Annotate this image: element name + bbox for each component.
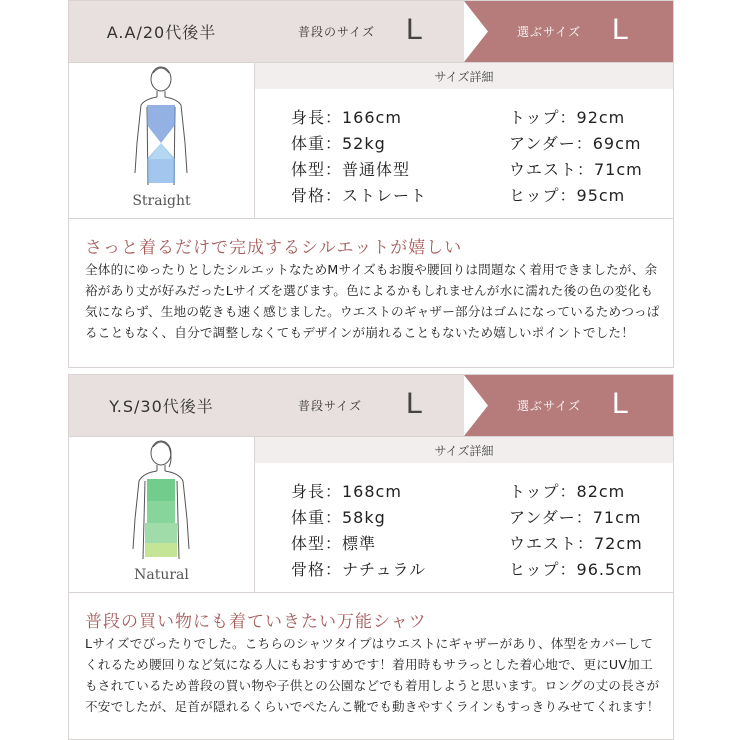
usual-size-value: L bbox=[406, 387, 423, 420]
chosen-size-cell bbox=[464, 375, 673, 436]
review-body: 全体的にゆったりとしたシルエットなためMサイズもお腹や腰回りは問題なく着用できましたが、余裕があり丈が好みだったLサイズを選びます。色によるかもしれませんが水に濡れた後の色の変化も気にならず、生地の乾きも速く感じました。ウエストのギャザー部分はゴムになっているためつっぱることもなく、自分で調整しなくてもデザインが崩れることもないため嬉しいポイントでした！ bbox=[85, 262, 660, 340]
usual-size-cell bbox=[254, 375, 464, 436]
reviewer-name: Y.S/30代後半 bbox=[69, 375, 254, 436]
usual-size-value: L bbox=[406, 13, 423, 46]
stat-top: トップ：82cm bbox=[509, 482, 626, 501]
stat-height: 身長：168cm bbox=[291, 482, 402, 501]
size-detail-heading: サイズ詳細 bbox=[255, 437, 673, 463]
chosen-size-value: L bbox=[612, 13, 629, 46]
straight-body-type-icon bbox=[69, 63, 254, 193]
body-type-figure bbox=[69, 437, 255, 593]
stat-weight: 体重：58kg bbox=[291, 508, 386, 527]
review-body: Lサイズでぴったりでした。こちらのシャツタイプはウエストにギャザーがあり、体型をカバーしてくれるため腰回りなど気になる人にもおすすめです！着用時もサラっとした着心地で、更にUV加工もされているため普段の買い物や子供との公園などでも着用しようと思います。ロングの丈の長さが不安でしたが、足首が隠れるくらいでぺたんこ靴でも動きやすくラインもすっきりみせてくれます！ bbox=[85, 636, 660, 714]
size-header bbox=[69, 1, 673, 63]
stat-waist: ウエスト：71cm bbox=[509, 160, 643, 179]
chosen-size-label: 選ぶサイズ bbox=[517, 399, 582, 413]
review-card bbox=[68, 374, 674, 740]
size-detail-stats bbox=[255, 89, 673, 219]
usual-size-label: 普段サイズ bbox=[298, 399, 363, 413]
stat-hip: ヒップ：95cm bbox=[509, 186, 626, 205]
size-header bbox=[69, 375, 673, 437]
chosen-size-cell bbox=[464, 1, 673, 62]
size-detail-stats bbox=[255, 463, 673, 593]
chosen-size-value: L bbox=[612, 387, 629, 420]
stat-weight: 体重：52kg bbox=[291, 134, 386, 153]
stat-height: 身長：166cm bbox=[291, 108, 402, 127]
review-title: さっと着るだけで完成するシルエットが嬉しい bbox=[85, 238, 463, 258]
stat-under: アンダー：69cm bbox=[509, 134, 642, 153]
stat-body-type: 体型：普通体型 bbox=[291, 160, 411, 179]
body-type-label: Natural bbox=[134, 567, 189, 583]
body-type-figure bbox=[69, 63, 255, 219]
body-type-label: Straight bbox=[132, 193, 191, 209]
stat-frame: 骨格：ストレート bbox=[291, 186, 428, 205]
stat-body-type: 体型：標準 bbox=[291, 534, 377, 553]
review-card bbox=[68, 0, 674, 368]
stat-top: トップ：92cm bbox=[509, 108, 626, 127]
chosen-size-label: 選ぶサイズ bbox=[517, 25, 582, 39]
stat-frame: 骨格：ナチュラル bbox=[291, 560, 427, 579]
natural-body-type-icon bbox=[69, 437, 254, 567]
stat-waist: ウエスト：72cm bbox=[509, 534, 643, 553]
size-detail-heading: サイズ詳細 bbox=[255, 63, 673, 89]
review-title: 普段の買い物にも着ていきたい万能シャツ bbox=[85, 612, 427, 632]
reviewer-name: A.A/20代後半 bbox=[69, 1, 254, 62]
usual-size-label: 普段のサイズ bbox=[298, 25, 376, 39]
stat-under: アンダー：71cm bbox=[509, 508, 642, 527]
stat-hip: ヒップ：96.5cm bbox=[509, 560, 643, 579]
usual-size-cell bbox=[254, 1, 464, 62]
